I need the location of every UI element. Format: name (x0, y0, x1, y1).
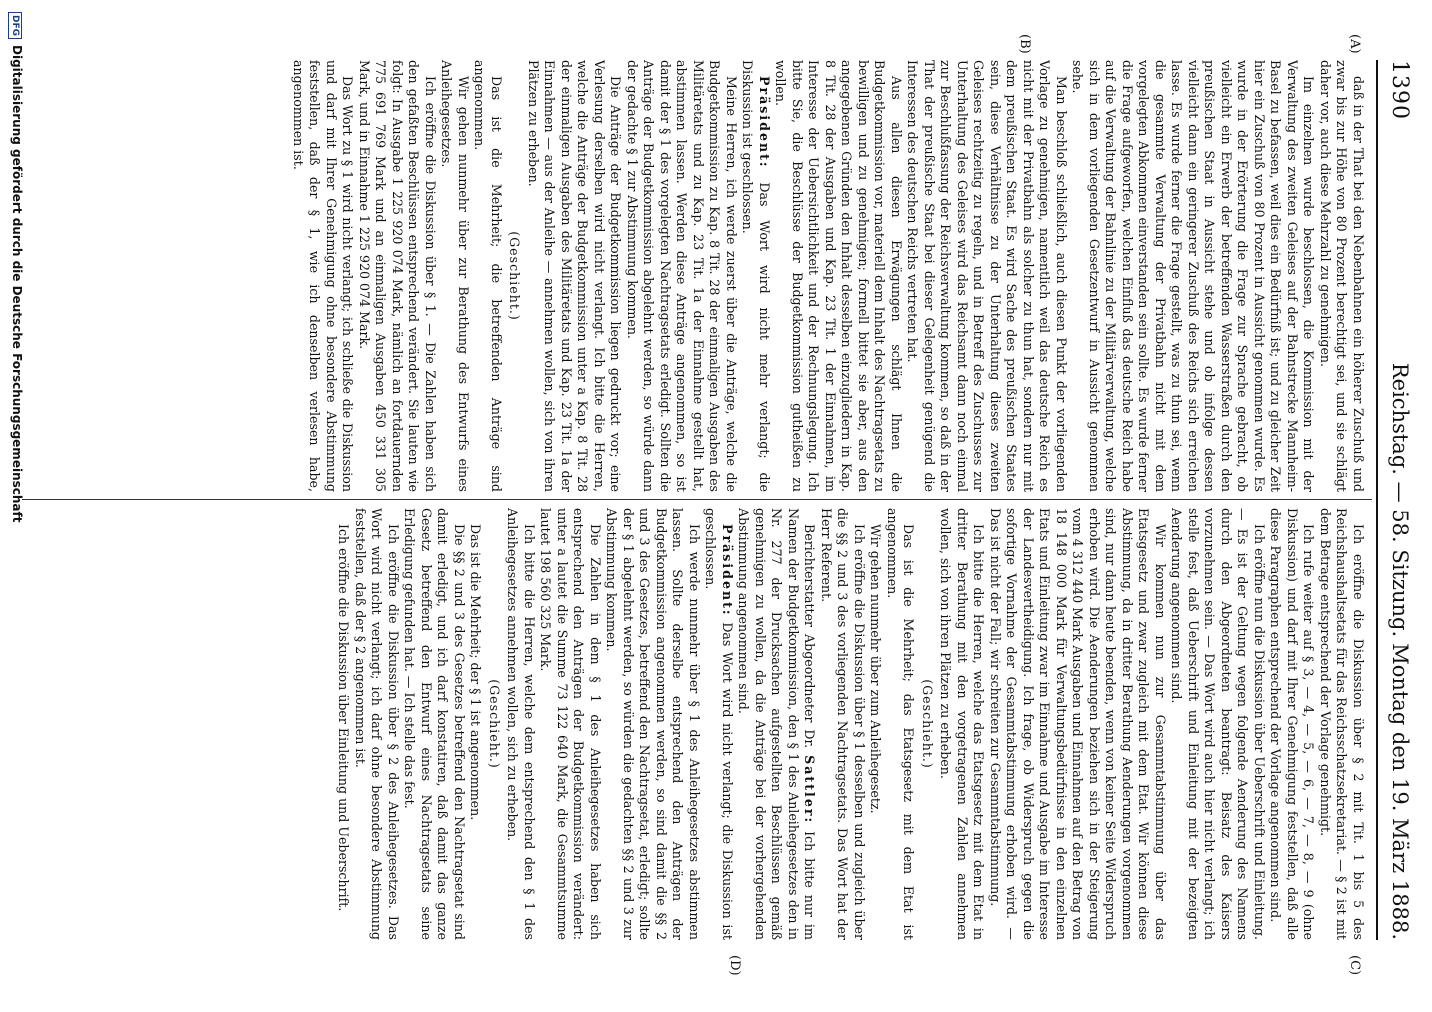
paragraph: Ich eröffne die Diskussion über § 1 desselben und zugleich über die §§ 2 und 3 des vorliegenden Nachtragsetats. Das Wort hat der Herr Referent. (819, 508, 867, 940)
digitization-footer (4, 0, 30, 1012)
paragraph: Wir gehen nunmehr über zur Berathung des Entwurfs eines Anleihegesetzes. (439, 60, 471, 492)
paragraph: Ich rufe weiter auf § 3, — 4, — 5, — 6, — 7, — 8, — 9 (ohne Diskussion) und darf mit Ihrer Genehmigung feststellen, daß alle diese Paragraphen entsprechend der Vorlage angenommen sind. (1268, 508, 1317, 940)
page-title: Reichstag. — 58. Sitzung. (1388, 362, 1412, 638)
stage-direction: (Geschieht.) (487, 679, 502, 769)
speaker-title: Berichterstatter Abgeordneter Dr. (802, 524, 818, 749)
paragraph: Man beschloß schließlich, auch diesen Punkt der vorliegenden Vorlage zu genehmigen, namentlich weil das deutsche Reich es nicht mit der Privatbahn als solcher zu thun hat, sondern nur mit dem preußischen Staat. Es wird Sache des preußischen Staates sein, diese Verhältnisse zu der Unterhaltung dieses zweiten Geleises rechtzeitig zu regeln, und in Betreff des Zuschusses zur Unterhaltung des Geleises wird das Reichsamt dann noch einmal zur Beschlußfassung der Reichsverwaltung kommen, so daß in der That der preußische Staat bei dieser Gelegenheit genügend die Interessen des deutschen Reichs vertreten hat. (905, 60, 1069, 492)
right-column (26, 508, 1366, 940)
paragraph: Die Anträge der Budgetkommission liegen gedruckt vor; eine Verlesung derselben wird nicht verlangt. Ich bitte die Herren, welche die Anträge der Budgetkommission unter a Kap. 8 Tit. 28 der einmaligen Ausgaben des Militäretats und Kap. 23 Tit. 1a der Einnahmen — aus der Anleihe — annehmen wollen, sich von ihren Plätzen zu erheben. (526, 60, 624, 492)
paragraph: Ich eröffne die Diskussion über § 2 mit Tit. 1 bis 5 des Reichshaushaltsetats für das Reichsschatzsekretariat. — § 2 ist mit dem Betrage entsprechend der Vorlage genehmigt. (1318, 508, 1366, 940)
speaker-name: Präsident: (757, 76, 772, 169)
footer-text: Digitalisierung gefördert durch die Deutsche Forschungsgemeinschaft (10, 45, 24, 523)
paragraph (486, 508, 503, 940)
paragraph: Ich eröffne die Diskussion über § 1. — Die Zahlen haben sich den gefaßten Beschlüssen entsprechend verändert. Sie lauten wie folgt: In Ausgabe 1 225 920 074 Mark, nämlich an fortdauernden 775 691 769 Mark und an einmaligen Ausgaben 450 331 305 Mark, und in Einnahme 1 225 920 074 Mark. (357, 60, 438, 492)
paragraph: Ich eröffne nun die Diskussion über Ueberschrift und Einleitung. — Es ist der Geltung wegen folgende Aenderung des Namens durch den Abgeordneten beantragt: Beisatz des Kaisers vorzunehmen sein. — Das Wort wird auch hier nicht verlangt; ich stelle fest, daß Ueberschrift und Einleitung mit der bezeigten Aenderung angenommen sind. (1169, 508, 1267, 940)
header-rule (1376, 60, 1378, 940)
paragraph (739, 60, 772, 492)
paragraph: Meine Herren, ich werde zuerst über die Anträge, welche die Budgetkommission zu Kap. 8 Tit. 28 der einmaligen Ausgaben des Militäretats und zu Kap. 23 Tit. 1a der Einnahme gestellt hat, abstimmen lassen. Werden diese Anträge angenommen, so ist damit der § 1 des vorgelegten Nachtragsetats erledigt. Sollten die Anträge der Budgetkommission abgelehnt werden, so würde dann der gedachte § 1 zur Abstimmung kommen. (625, 60, 739, 492)
stage-direction: (Geschieht.) (920, 679, 935, 769)
margin-letter-a: (A) (1347, 34, 1362, 54)
paragraph: Ich eröffne die Diskussion über Einleitung und Ueberschrift. (336, 524, 352, 912)
paragraph: daß in der That bei den Nebenbahnen ein höherer Zuschuß und zwar bis zur Höhe von 80 Prozent berechtigt sei, und sie schlägt daher vor, auch diese Mehrzahl zu genehmigen. (1318, 60, 1366, 492)
speech-text: Das Wort wird nicht verlangt; die Diskussion ist geschlossen. (703, 508, 735, 940)
paragraph: Das ist die Mehrheit; die betreffenden Anträge sind angenommen. (472, 60, 504, 492)
paragraph: Aus allen diesen Erwägungen schlägt Ihnen die Budgetkommission vor, materiell dem Inhalt des Nachtragsetats zu bewilligen und zu genehmigen; formell bittet sie aber, aus den angegebenen Gründen den Inhalt desselben einzugliedern in Kap. 8 Tit. 28 der Ausgaben und Kap. 23 Tit. 1 der Einnahmen, im Interesse der Uebersichtlichkeit und der Rechnungslegung. Ich bitte Sie, die Beschlüsse der Budgetkommission gutheißen zu wollen. (773, 60, 904, 492)
paragraph: Im einzelnen wurde beschlossen, die Kommission mit der Verwaltung des zweiten Geleises auf der Bahnstrecke Mannheim-Basel zu befassen, weil dies ein Bedürfniß ist; und zu gleicher Zeit hier ein Zuschuß von 80 Prozent in Aussicht genommen wurde. Es wurde in der Erörterung die Frage zur Sprache gebracht, ob vielleicht ein Erwerb der betreffenden Wasserstraßen durch den preußischen Staat in Aussicht stehe und ob infolge dessen vielleicht dann ein geringerer Zuschuß des Reichs sich erreichen lasse. Es wurde ferner die Frage gestellt, was zu thun sei, wenn die gesammte Verwaltung der Privatbahn nicht mit dem vorgelegten Abkommen einverstanden sein sollte. Es wurde ferner die Frage aufgeworfen, welchen Einfluß das deutsche Reich habe auf die Verwaltung der Bahnlinie zu der Militärverwaltung, welche sich in dem vorliegenden Gesetzentwurf in Aussicht genommen sehe. (1070, 60, 1317, 492)
paragraph: Das ist die Mehrheit; der § 1 ist angenommen. (468, 524, 484, 821)
paragraph (506, 60, 523, 492)
paragraph: Die §§ 2 und 3 des Gesetzes betreffend den Nachtragsetat sind damit erledigt, und ich darf konstatiren, daß damit das ganze Gesetz betreffend den Entwurf eines Nachtragsetats seine Erledigung gefunden hat. — Ich stelle das fest. (402, 508, 467, 940)
stage-direction: (Geschieht.) (507, 231, 523, 321)
paragraph (702, 508, 735, 940)
paragraph: Das ist die Mehrheit; das Etatsgesetz mit dem Etat ist angenommen. (885, 508, 917, 940)
page-header (1374, 60, 1420, 940)
paragraph: Ich eröffne die Diskussion über § 2 des Anleihegesetzes. Das Wort wird nicht verlangt; ich darf ohne besondere Abstimmung feststellen, daß der § 2 angenommen ist. (353, 508, 401, 940)
dfg-logo: DFG (8, 12, 22, 39)
margin-letter-b: (B) (1017, 34, 1032, 54)
column-divider (22, 499, 1372, 500)
speech-text: Das Wort wird nicht mehr verlangt; die Diskussion ist geschlossen. (740, 60, 772, 492)
paragraph: Ich bitte die Herren, welche dem entsprechend den § 1 des Anleihegesetzes annehmen wollen, sich zu erheben. (505, 508, 537, 940)
paragraph (735, 508, 818, 940)
margin-letter-c: (C) (1347, 955, 1362, 976)
paragraph: Ich werde nunmehr über § 1 des Anleihegesetzes abstimmen lassen. Sollte derselbe entsprechend den Anträgen der Budgetkommission angenommen werden, so sind damit die §§ 2 und 3 des Gesetzes, betreffend den Nachtragsetat, erledigt; sollte der § 1 abgelehnt werden, so würden die gedachten §§ 2 und 3 zur Abstimmung kommen. (604, 508, 702, 940)
session-date: Montag den 19. März 1888. (1388, 643, 1412, 940)
speaker-name: Präsident: (720, 524, 735, 617)
page-number: 1390 (1387, 60, 1412, 120)
left-column (26, 60, 1366, 492)
margin-letter-d: (D) (727, 955, 742, 976)
paragraph: Die Zahlen in dem § 1 des Anleihegesetzes haben sich entsprechend den Anträgen der Budgetkommission verändert: unter a lautet die Summe 73 122 640 Mark, die Gesammtsumme lautet 198 560 325 Mark. (538, 508, 603, 940)
paragraph (919, 508, 936, 940)
speaker-name: Sattler: (802, 755, 818, 825)
paragraph: Wir gehen nunmehr über zum Anleihegesetz. (868, 524, 884, 814)
speech-text: Ich bitte nur im Namen der Budgetkommission, den § 1 des Anleihegesetzes den in Nr. 277 der Drucksachen aufgestellten Beschlüssen gemäß genehmigen zu wollen, da die Anträge bei der vorhergehenden Abstimmung angenommen sind. (736, 508, 818, 940)
paragraph: Wir kommen nun zur Gesammtabstimmung über das Etatsgesetz und zwar zugleich mit dem Etat. Wir können diese Abstimmung, da in dritter Berathung Aenderungen vorgenommen sind, nur dann heute beenden, wenn von keiner Seite Widerspruch erhoben wird. Die Aenderungen beziehen sich in der Steigerung vom 4 312 440 Mark Ausgaben und Einnahmen auf den Betrag von 18 148 000 Mark für Verwaltungsbedürfnisse in den einzelnen Etats und Einleitung zwar im Einnahme und Ausgabe im Interesse der Landesvertheidigung. Ich frage, ob Widerspruch gegen die sofortige Vornahme der Gesammtabstimmung erhoben wird. — Das ist nicht der Fall; wir schreiten zur Gesammtabstimmung. (988, 508, 1168, 940)
paragraph: Das Wort zu § 1 wird nicht verlangt; ich schließe die Diskussion und darf mit Ihrer Genehmigung ohne besondere Abstimmung feststellen, daß der § 1, wie ich denselben verlesen habe, angenommen ist. (291, 60, 356, 492)
paragraph: Ich bitte die Herren, welche das Etatsgesetz mit dem Etat in dritter Berathung mit den vorgetragenen Zahlen annehmen wollen, sich von ihren Plätzen zu erheben. (938, 508, 987, 940)
